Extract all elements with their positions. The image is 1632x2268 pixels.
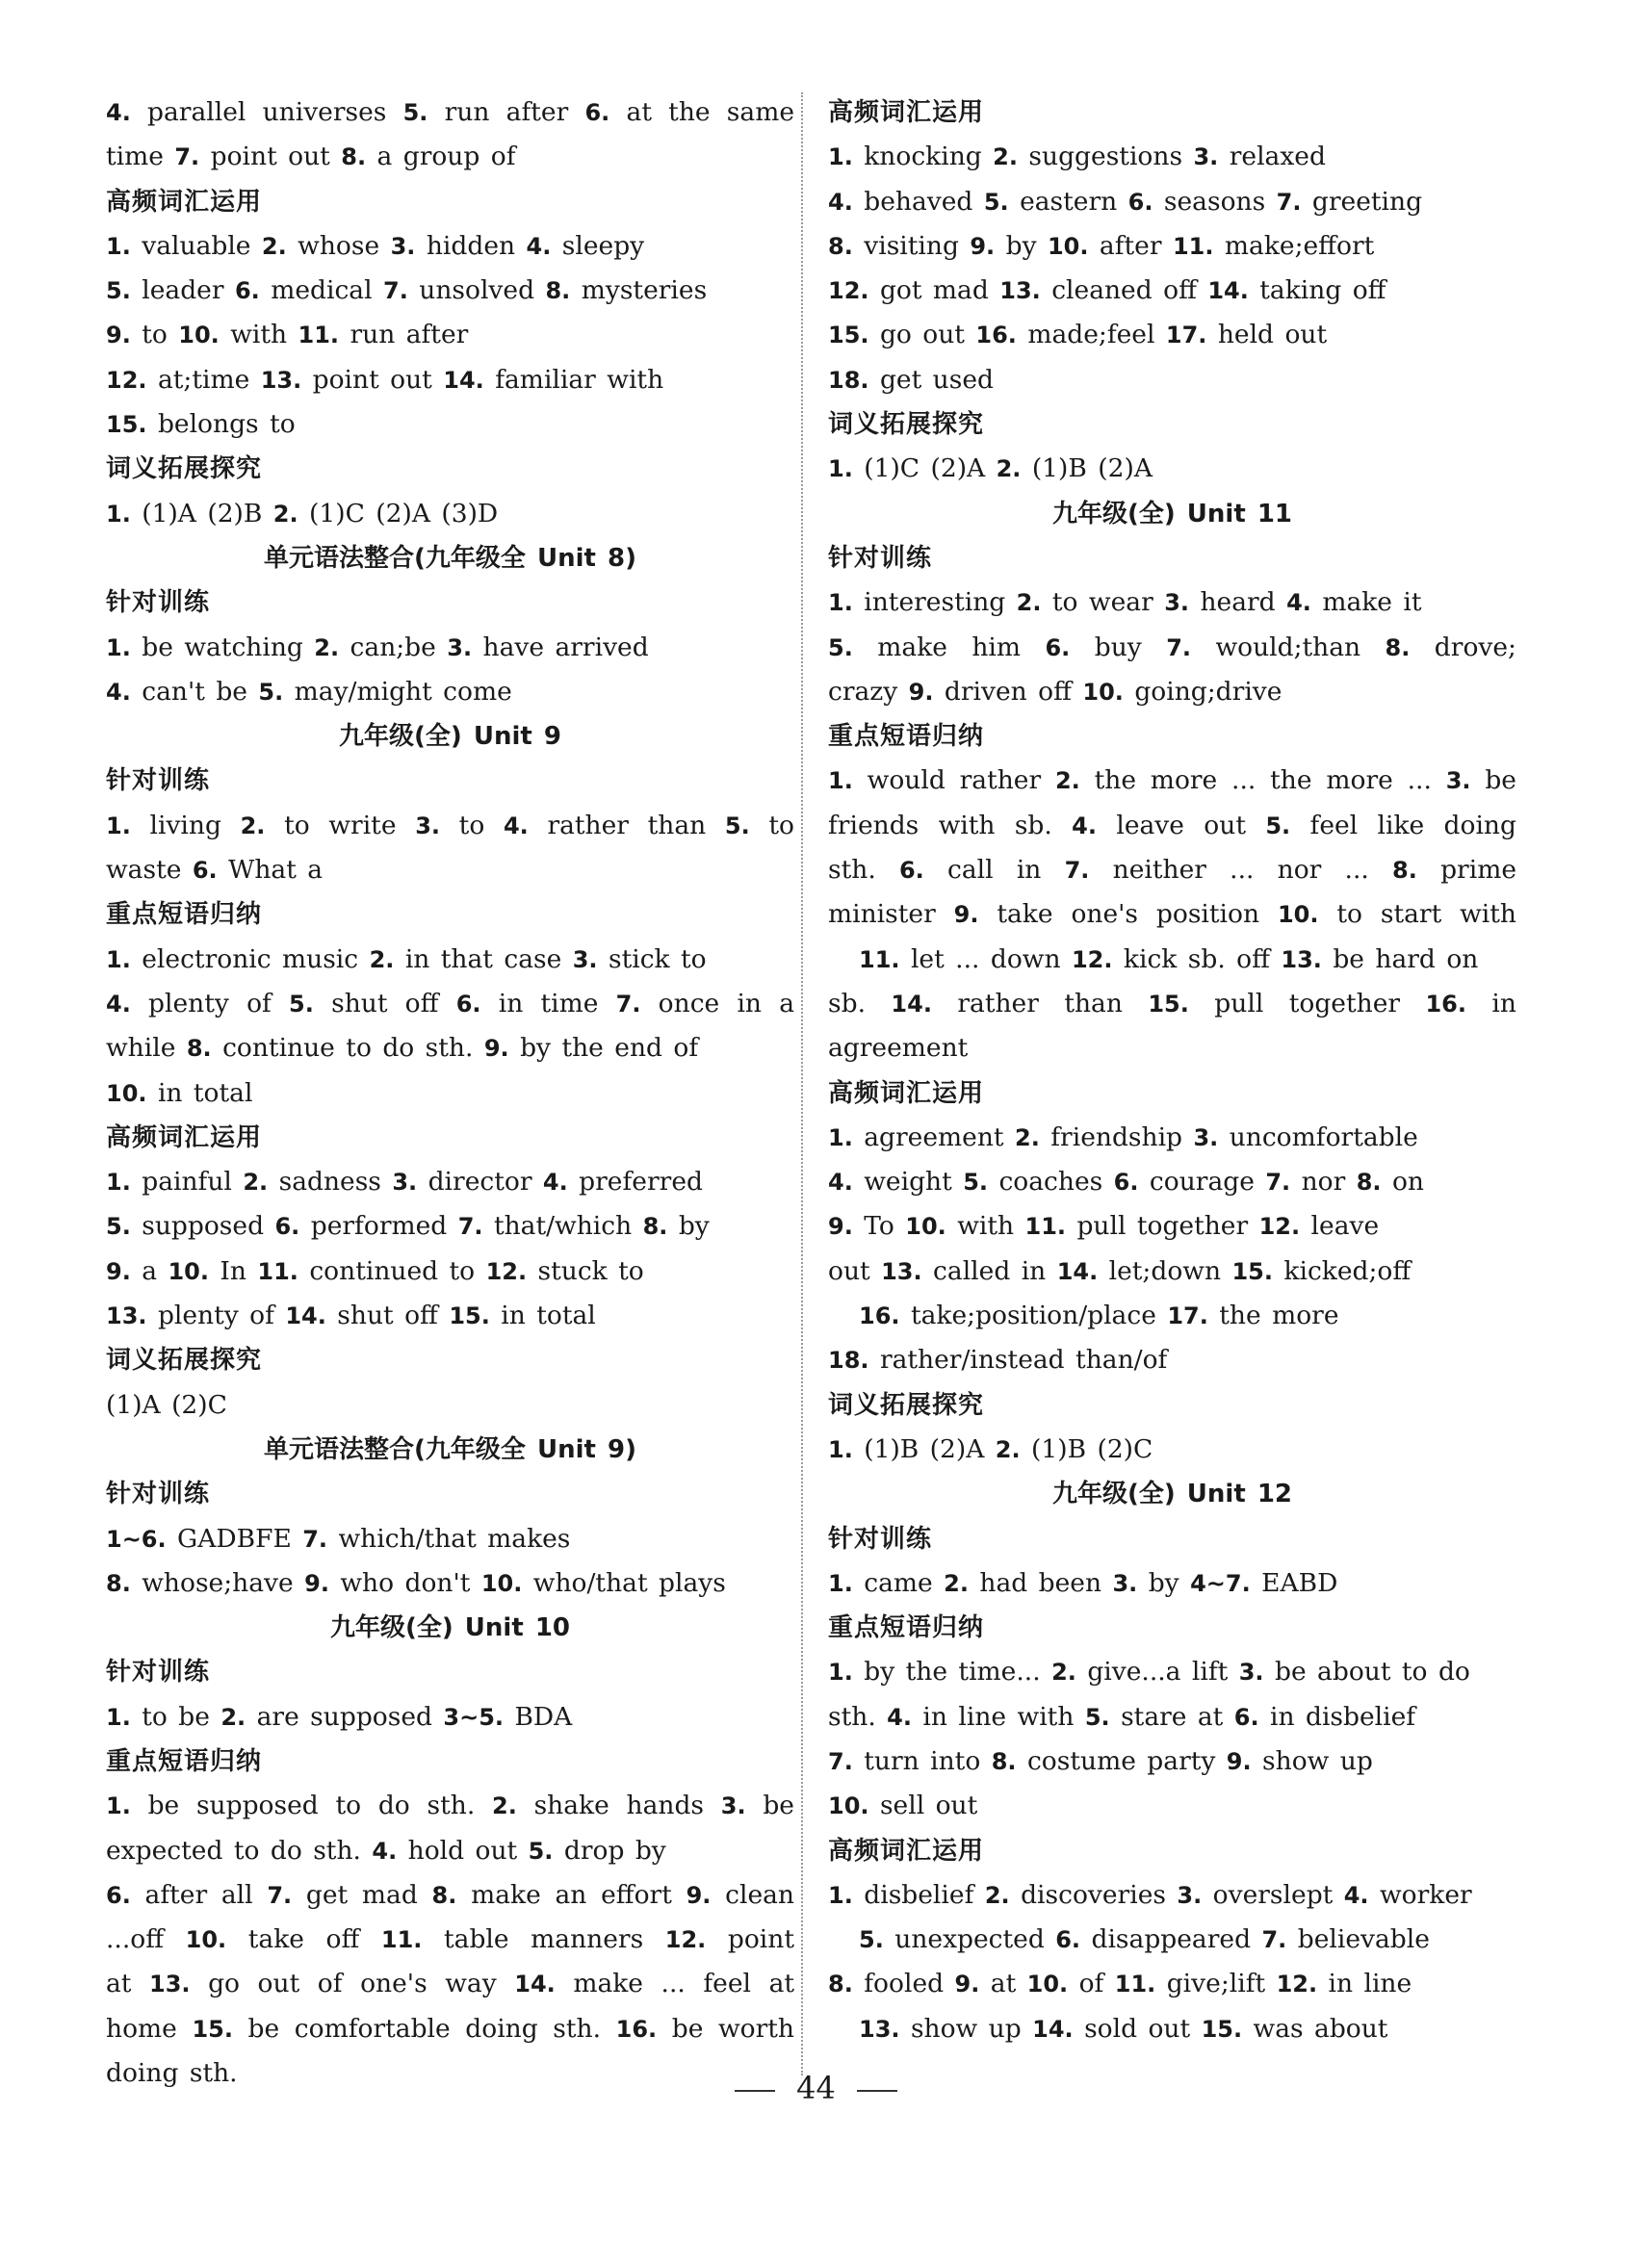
answer-line: time 7. point out 8. a group of — [106, 142, 516, 172]
answer-line: out 13. called in 14. let;down 15. kicked;off — [828, 1255, 1412, 1286]
unit-title: 单元语法整合(九年级全 Unit 9) — [264, 1434, 636, 1464]
answer-line: 10. in total — [106, 1077, 253, 1108]
answer-line: 1. (1)B (2)A 2. (1)B (2)C — [828, 1433, 1153, 1464]
answer-line: sth. 6. call in 7. neither ... nor ... 8. prime — [828, 855, 1517, 886]
answer-line: waste 6. What a — [106, 855, 324, 886]
section-heading: 重点短语归纳 — [106, 900, 263, 930]
section-heading: 高频词汇运用 — [828, 1078, 985, 1108]
answer-line: 1. came 2. had been 3. by 4~7. EABD — [828, 1567, 1338, 1598]
section-heading: 重点短语归纳 — [828, 722, 985, 752]
answer-line: 4. plenty of 5. shut off 6. in time 7. once in a — [106, 988, 794, 1018]
left-column — [106, 90, 794, 2096]
section-heading: 针对训练 — [106, 1480, 211, 1509]
answer-line: 9. To 10. with 11. pull together 12. leave — [828, 1211, 1380, 1242]
section-heading: 针对训练 — [828, 1524, 933, 1554]
answer-line: 8. fooled 9. at 10. of 11. give;lift 12. in line — [828, 1969, 1412, 1999]
answer-line: 18. get used — [828, 364, 994, 395]
answer-line: doing sth. — [106, 2058, 238, 2089]
answer-line: 1. knocking 2. suggestions 3. relaxed — [828, 142, 1326, 172]
answer-line: 1. painful 2. sadness 3. director 4. preferred — [106, 1167, 703, 1198]
answer-line: 13. plenty of 14. shut off 15. in total — [106, 1301, 596, 1331]
answer-line: 6. after all 7. get mad 8. make an effort 9. clean — [106, 1879, 794, 1910]
answer-line: 12. at;time 13. point out 14. familiar with — [106, 364, 664, 395]
answer-line: while 8. continue to do sth. 9. by the end of — [106, 1033, 699, 1064]
section-heading: 重点短语归纳 — [106, 1746, 263, 1776]
answer-line: 1~6. GADBFE 7. which/that makes — [106, 1523, 571, 1554]
section-heading: 高频词汇运用 — [828, 1836, 985, 1866]
answer-line: 1. valuable 2. whose 3. hidden 4. sleepy — [106, 230, 645, 261]
answer-line: 5. unexpected 6. disappeared 7. believable — [859, 1924, 1430, 1955]
answer-line: 7. turn into 8. costume party 9. show up — [828, 1745, 1373, 1776]
answer-line: 1. by the time... 2. give...a lift 3. be about to do — [828, 1657, 1470, 1688]
answer-line: crazy 9. driven off 10. going;drive — [828, 676, 1282, 707]
section-heading: 针对训练 — [106, 766, 211, 796]
section-heading: 词义拓展探究 — [828, 1390, 985, 1420]
section-heading: 针对训练 — [106, 588, 211, 618]
answer-line: 13. show up 14. sold out 15. was about — [859, 2013, 1388, 2044]
answer-line: 4. behaved 5. eastern 6. seasons 7. greeting — [828, 186, 1423, 217]
answer-line: 1. interesting 2. to wear 3. heard 4. make it — [828, 587, 1422, 618]
section-heading: 重点短语归纳 — [828, 1613, 985, 1643]
answer-line: agreement — [828, 1033, 969, 1064]
footer-dash-left — [735, 2090, 775, 2092]
section-heading: 词义拓展探究 — [828, 410, 985, 440]
section-heading: 高频词汇运用 — [106, 187, 263, 217]
answer-line: ...off 10. take off 11. table manners 12. point — [106, 1924, 794, 1955]
answer-line: 15. go out 16. made;feel 17. held out — [828, 320, 1328, 350]
answer-line: 15. belongs to — [106, 409, 296, 440]
column-divider — [801, 92, 803, 2075]
answer-line: 1. be supposed to do sth. 2. shake hands 3. be — [106, 1791, 794, 1821]
answer-line: 5. supposed 6. performed 7. that/which 8. by — [106, 1211, 710, 1242]
answer-line: 1. be watching 2. can;be 3. have arrived — [106, 631, 649, 662]
answer-line: 1. agreement 2. friendship 3. uncomfortable — [828, 1121, 1418, 1152]
answer-line: 5. make him 6. buy 7. would;than 8. drove; — [828, 631, 1516, 662]
answer-line: 9. a 10. In 11. continued to 12. stuck to — [106, 1255, 644, 1286]
answer-line: sb. 14. rather than 15. pull together 16. in — [828, 988, 1516, 1018]
answer-line: 12. got mad 13. cleaned off 14. taking off — [828, 275, 1386, 306]
answer-line: 8. visiting 9. by 10. after 11. make;effort — [828, 230, 1375, 261]
unit-title: 九年级(全) Unit 12 — [1051, 1480, 1292, 1509]
answer-line: 1. living 2. to write 3. to 4. rather than 5. to — [106, 810, 795, 840]
answer-line: 1. (1)A (2)B 2. (1)C (2)A (3)D — [106, 498, 499, 528]
answer-line: friends with sb. 4. leave out 5. feel like doing — [828, 810, 1516, 840]
answer-line: home 15. be comfortable doing sth. 16. be worth — [106, 2013, 795, 2044]
footer-dash-right — [857, 2090, 897, 2092]
section-heading: 词义拓展探究 — [106, 1346, 263, 1376]
answer-line: 18. rather/instead than/of — [828, 1345, 1168, 1376]
answer-line: 9. to 10. with 11. run after — [106, 320, 469, 350]
answer-line: 4. parallel universes 5. run after 6. at the same — [106, 97, 794, 127]
page-footer — [0, 2070, 1632, 2106]
section-heading: 针对训练 — [828, 543, 933, 573]
right-column — [828, 90, 1516, 2051]
section-heading: 高频词汇运用 — [828, 98, 985, 127]
unit-title: 九年级(全) Unit 10 — [329, 1613, 570, 1643]
answer-line: 10. sell out — [828, 1791, 978, 1821]
unit-title: 九年级(全) Unit 11 — [1051, 499, 1292, 528]
section-heading: 针对训练 — [106, 1658, 211, 1688]
section-heading: 词义拓展探究 — [106, 454, 263, 484]
answer-line: minister 9. take one's position 10. to start with — [828, 899, 1516, 930]
answer-line: 1. disbelief 2. discoveries 3. overslept 4. worker — [828, 1879, 1472, 1910]
answer-line: sth. 4. in line with 5. stare at 6. in disbelief — [828, 1701, 1416, 1732]
answer-line: 8. whose;have 9. who don't 10. who/that plays — [106, 1567, 726, 1598]
answer-line: (1)A (2)C — [106, 1389, 227, 1420]
answer-line: 4. weight 5. coaches 6. courage 7. nor 8. on — [828, 1167, 1424, 1198]
answer-line: at 13. go out of one's way 14. make ... feel at — [106, 1969, 795, 1999]
section-heading: 高频词汇运用 — [106, 1122, 263, 1152]
answer-line: 1. would rather 2. the more ... the more ... 3. be — [828, 765, 1516, 796]
answer-line: 4. can't be 5. may/might come — [106, 676, 512, 707]
answer-line: 1. to be 2. are supposed 3~5. BDA — [106, 1701, 573, 1732]
unit-title: 九年级(全) Unit 9 — [339, 722, 561, 752]
answer-line: 5. leader 6. medical 7. unsolved 8. mysteries — [106, 275, 708, 306]
answer-line: 11. let ... down 12. kick sb. off 13. be hard on — [859, 943, 1479, 974]
answer-line: 1. (1)C (2)A 2. (1)B (2)A — [828, 453, 1153, 484]
page-number: 44 — [796, 2070, 836, 2106]
answer-line: 1. electronic music 2. in that case 3. stick to — [106, 943, 707, 974]
unit-title: 单元语法整合(九年级全 Unit 8) — [264, 543, 636, 573]
answer-line: expected to do sth. 4. hold out 5. drop by — [106, 1835, 666, 1866]
answer-line: 16. take;position/place 17. the more — [859, 1301, 1339, 1331]
